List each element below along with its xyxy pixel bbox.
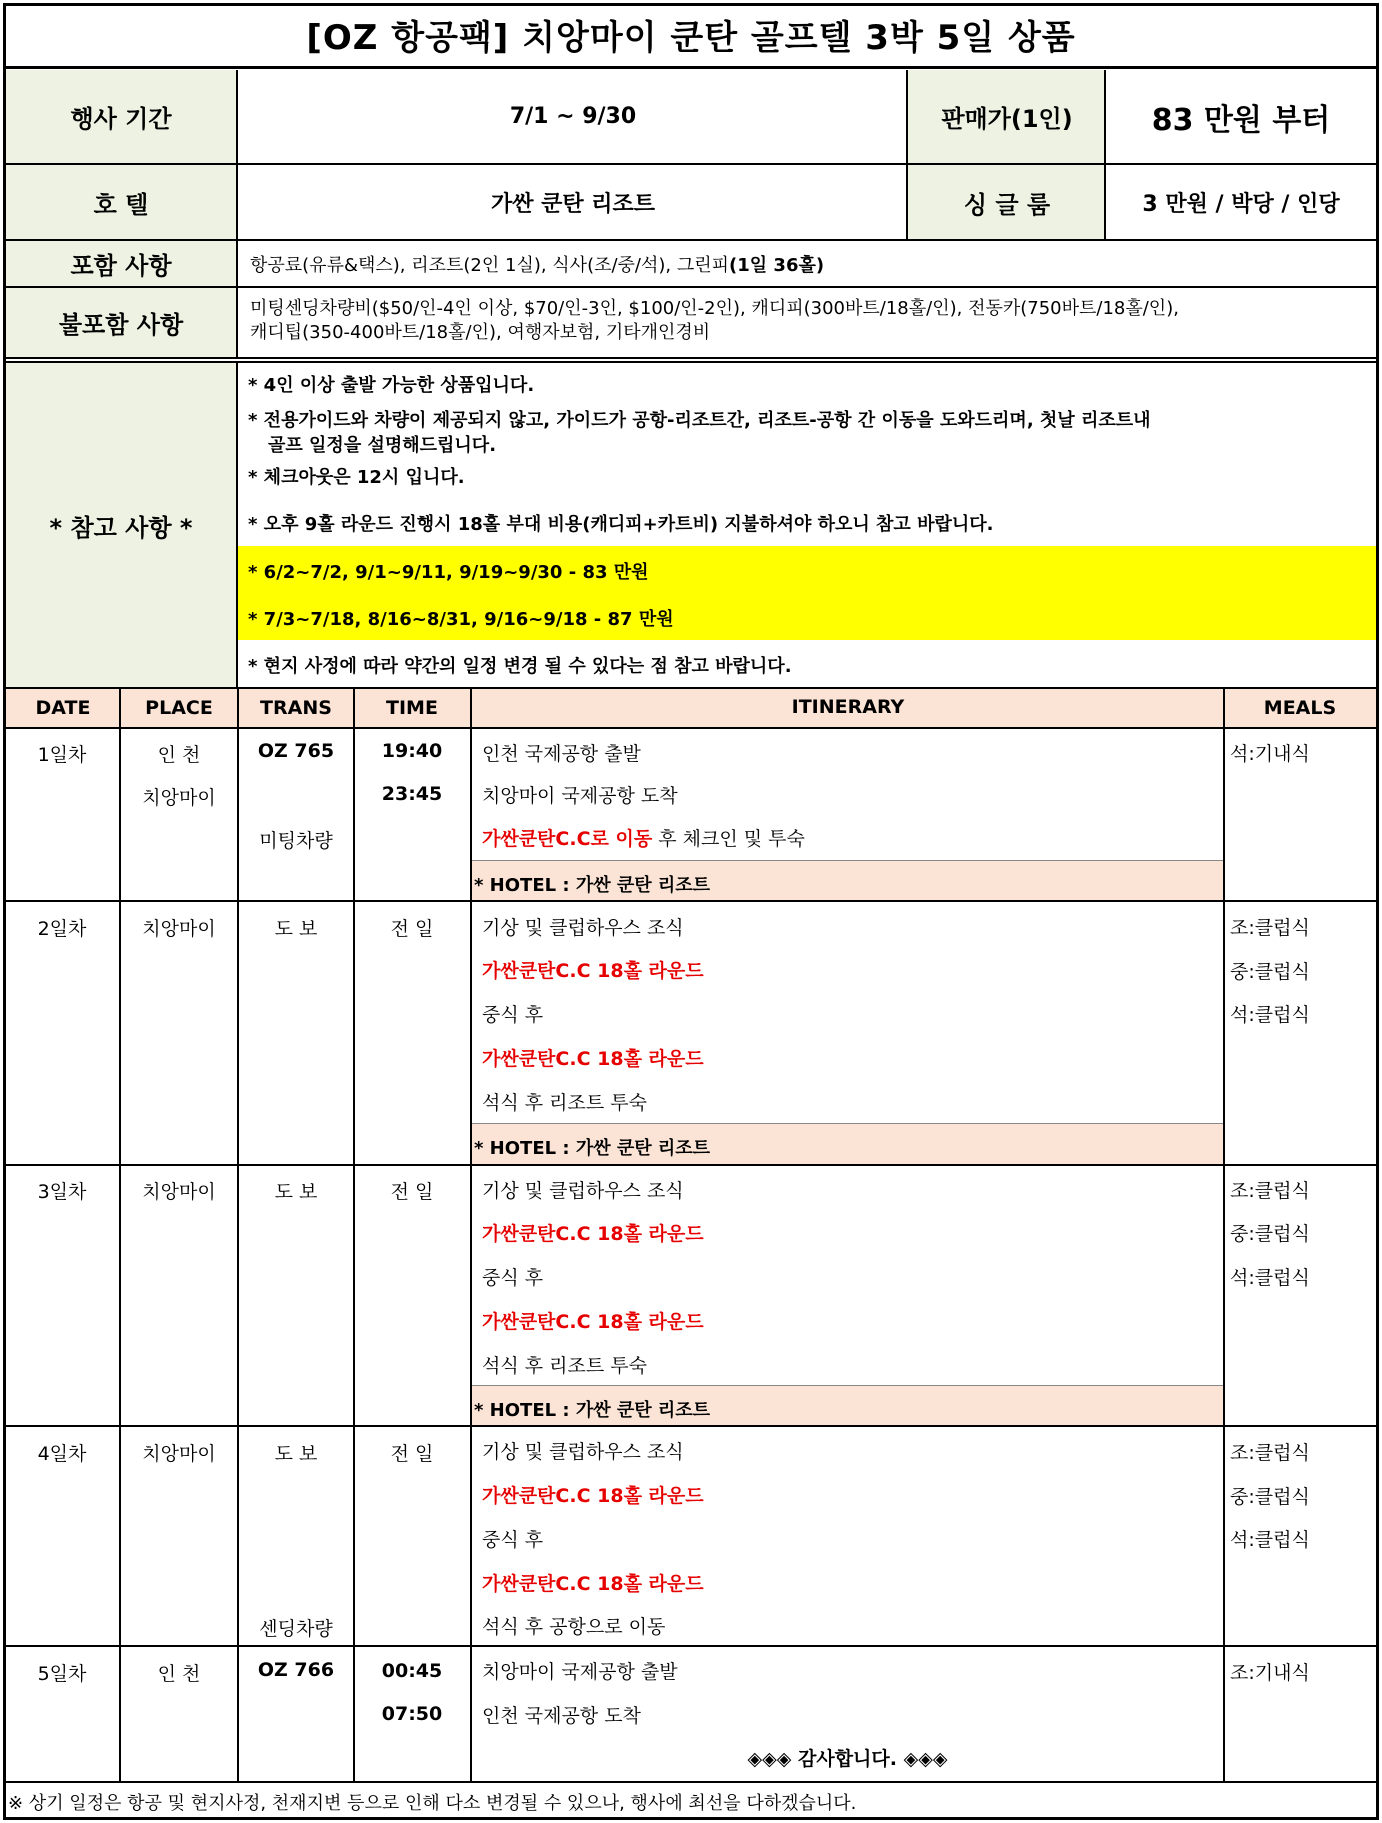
grid-line bbox=[1223, 689, 1225, 1781]
day1-place-2: 치앙마이 bbox=[142, 787, 216, 809]
thanks-message: ◈◈◈ 감사합니다. ◈◈◈ bbox=[747, 1747, 948, 1770]
notes-label: * 참고 사항 * bbox=[6, 361, 236, 687]
day4-trans-2: 센딩차량 bbox=[259, 1618, 333, 1640]
day3-trans: 도 보 bbox=[274, 1181, 318, 1203]
day4-meal-2: 중:클럽식 bbox=[1230, 1486, 1310, 1508]
grid-line bbox=[470, 689, 472, 1781]
day5-item-1: 치앙마이 국제공항 출발 bbox=[482, 1661, 678, 1683]
single-room-label: 싱 글 룸 bbox=[906, 163, 1106, 239]
day2-time: 전 일 bbox=[390, 918, 434, 940]
note-4: * 오후 9홀 라운드 진행시 18홀 부대 비용(캐디피+카트비) 지불하셔야 하오니 참고 바랍니다. bbox=[248, 514, 994, 535]
day1-time-1: 19:40 bbox=[381, 740, 443, 762]
day3-meal-3: 석:클럽식 bbox=[1230, 1267, 1310, 1289]
col-place: PLACE bbox=[145, 697, 213, 719]
day4-item-3: 중식 후 bbox=[482, 1529, 544, 1551]
day3-time: 전 일 bbox=[390, 1181, 434, 1203]
day1-place-1: 인 천 bbox=[157, 744, 201, 766]
day2-meal-3: 석:클럽식 bbox=[1230, 1004, 1310, 1026]
day1-meal-1: 석:기내식 bbox=[1230, 743, 1310, 765]
day2-item-3: 중식 후 bbox=[482, 1004, 544, 1026]
day2-item-2: 가싼쿤탄C.C 18홀 라운드 bbox=[482, 960, 704, 982]
include-label: 포함 사항 bbox=[6, 239, 236, 286]
day3-item-1: 기상 및 클럽하우스 조식 bbox=[482, 1180, 684, 1202]
day3-item-3: 중식 후 bbox=[482, 1267, 544, 1289]
day5-meal-1: 조:기내식 bbox=[1230, 1662, 1310, 1684]
period-label: 행사 기간 bbox=[6, 70, 236, 163]
col-itinerary: ITINERARY bbox=[791, 696, 905, 718]
day3-meal-1: 조:클럽식 bbox=[1230, 1180, 1310, 1202]
col-meals: MEALS bbox=[1263, 697, 1337, 719]
day4-meal-3: 석:클럽식 bbox=[1230, 1529, 1310, 1551]
note-1: * 4인 이상 출발 가능한 상품입니다. bbox=[248, 375, 535, 396]
day1-item-3: 가싼쿤탄C.C로 이동 후 체크인 및 투숙 bbox=[482, 828, 805, 850]
day1-date: 1일차 bbox=[37, 744, 87, 766]
footer-note: ※ 상기 일정은 항공 및 현지사정, 천재지변 등으로 인해 다소 변경될 수 있으나, 행사에 최선을 다하겠습니다. bbox=[8, 1793, 857, 1814]
day2-item-4: 가싼쿤탄C.C 18홀 라운드 bbox=[482, 1048, 704, 1070]
day1-transfer: 미팅차량 bbox=[259, 830, 333, 852]
col-time: TIME bbox=[386, 697, 438, 719]
note-5: * 현지 사정에 따라 약간의 일정 변경 될 수 있다는 점 참고 바랍니다. bbox=[248, 656, 792, 677]
exclude-label: 불포함 사항 bbox=[6, 286, 236, 359]
day4-meal-1: 조:클럽식 bbox=[1230, 1442, 1310, 1464]
note-3: * 체크아웃은 12시 입니다. bbox=[248, 467, 465, 488]
day3-item-4: 가싼쿤탄C.C 18홀 라운드 bbox=[482, 1311, 704, 1333]
price-period-1: * 6/2~7/2, 9/1~9/11, 9/19~9/30 - 83 만원 bbox=[248, 562, 649, 583]
note-2: * 전용가이드와 차량이 제공되지 않고, 가이드가 공항-리조트간, 리조트-공항 간 이동을 도와드리며, 첫날 리조트내 bbox=[248, 410, 1151, 431]
day-separator bbox=[6, 1645, 1376, 1647]
day5-date: 5일차 bbox=[37, 1663, 87, 1685]
day5-flight: OZ 766 bbox=[257, 1659, 335, 1681]
note-2-cont: 골프 일정을 설명해드립니다. bbox=[268, 435, 497, 456]
day2-meal-2: 중:클럽식 bbox=[1230, 961, 1310, 983]
exclude-line-2: 캐디팁(350-400바트/18홀/인), 여행자보험, 기타개인경비 bbox=[250, 322, 711, 343]
day5-place: 인 천 bbox=[157, 1663, 201, 1685]
price-label: 판매가(1인) bbox=[906, 70, 1106, 163]
day3-meal-2: 중:클럽식 bbox=[1230, 1223, 1310, 1245]
day4-item-1: 기상 및 클럽하우스 조식 bbox=[482, 1441, 684, 1463]
day2-item-1: 기상 및 클럽하우스 조식 bbox=[482, 917, 684, 939]
hotel-value: 가싼 쿤탄 리조트 bbox=[236, 163, 908, 239]
exclude-value bbox=[236, 286, 1376, 359]
day3-place: 치앙마이 bbox=[142, 1181, 216, 1203]
day5-time-2: 07:50 bbox=[381, 1703, 443, 1725]
footer-separator bbox=[6, 1781, 1376, 1783]
day2-item-5: 석식 후 리조트 투숙 bbox=[482, 1092, 647, 1114]
day4-item-4: 가싼쿤탄C.C 18홀 라운드 bbox=[482, 1573, 704, 1595]
period-value: 7/1 ~ 9/30 bbox=[236, 70, 908, 163]
day4-item-5: 석식 후 공항으로 이동 bbox=[482, 1616, 666, 1638]
day4-trans-1: 도 보 bbox=[274, 1443, 318, 1465]
day2-trans: 도 보 bbox=[274, 918, 318, 940]
day3-date: 3일차 bbox=[37, 1181, 87, 1203]
day1-item-2: 치앙마이 국제공항 도착 bbox=[482, 785, 678, 807]
day-separator bbox=[6, 1425, 1376, 1427]
day5-time-1: 00:45 bbox=[381, 1660, 443, 1682]
day4-time: 전 일 bbox=[390, 1443, 434, 1465]
day3-hotel: * HOTEL : 가싼 쿤탄 리조트 bbox=[472, 1385, 1223, 1425]
day1-hotel: * HOTEL : 가싼 쿤탄 리조트 bbox=[472, 860, 1223, 900]
price-value: 83 만원 부터 bbox=[1104, 70, 1376, 163]
day4-place: 치앙마이 bbox=[142, 1443, 216, 1465]
price-period-2: * 7/3~7/18, 8/16~8/31, 9/16~9/18 - 87 만원 bbox=[248, 609, 674, 630]
include-value: 항공료(유류&택스), 리조트(2인 1실), 식사(조/중/석), 그린피(1일 36홀) bbox=[236, 239, 1376, 286]
day2-place: 치앙마이 bbox=[142, 918, 216, 940]
grid-line bbox=[119, 689, 121, 1781]
day2-date: 2일차 bbox=[37, 918, 87, 940]
day-separator bbox=[6, 900, 1376, 902]
day3-item-5: 석식 후 리조트 투숙 bbox=[482, 1355, 647, 1377]
exclude-line-1: 미팅센딩차량비($50/인-4인 이상, $70/인-3인, $100/인-2인), 캐디피(300바트/18홀/인), 전동카(750바트/18홀/인), bbox=[250, 298, 1179, 319]
day4-date: 4일차 bbox=[37, 1443, 87, 1465]
hotel-label: 호 텔 bbox=[6, 163, 236, 239]
day4-item-2: 가싼쿤탄C.C 18홀 라운드 bbox=[482, 1485, 704, 1507]
day1-item-1: 인천 국제공항 출발 bbox=[482, 743, 641, 765]
day5-item-2: 인천 국제공항 도착 bbox=[482, 1705, 641, 1727]
col-date: DATE bbox=[35, 697, 91, 719]
page-title: [OZ 항공팩] 치앙마이 쿤탄 골프텔 3박 5일 상품 bbox=[3, 3, 1379, 69]
day1-time-2: 23:45 bbox=[381, 783, 443, 805]
day1-flight: OZ 765 bbox=[257, 740, 335, 762]
col-trans: TRANS bbox=[260, 697, 332, 719]
single-room-value: 3 만원 / 박당 / 인당 bbox=[1104, 163, 1376, 239]
day2-hotel: * HOTEL : 가싼 쿤탄 리조트 bbox=[472, 1123, 1223, 1164]
day3-item-2: 가싼쿤탄C.C 18홀 라운드 bbox=[482, 1223, 704, 1245]
day-separator bbox=[6, 1164, 1376, 1166]
day2-meal-1: 조:클럽식 bbox=[1230, 917, 1310, 939]
